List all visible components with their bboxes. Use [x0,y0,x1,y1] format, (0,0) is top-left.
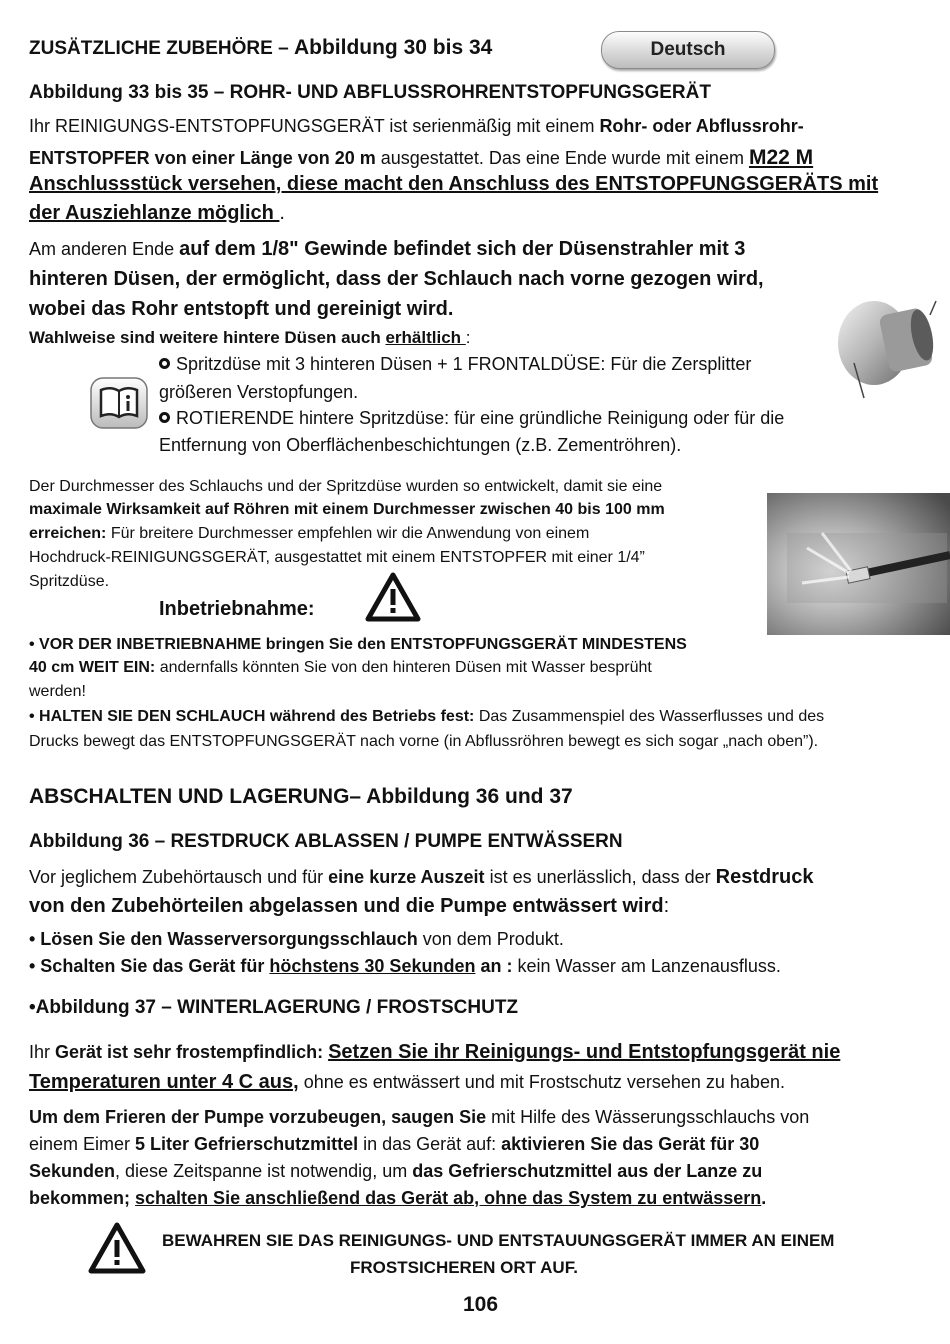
option-2-line1: ROTIERENDE hintere Spritzdüse: für eine gründliche Reinigung oder für die [176,408,785,428]
option-1-line2: größeren Verstopfungen. [159,382,359,402]
text: Ihr [29,1042,56,1062]
text-bold-underline: der Ausziehlanze möglich [29,202,280,224]
text-bold-underline: schalten Sie anschließend das Gerät ab, ohne das System zu entwässern [135,1188,762,1208]
option-1 [159,354,751,375]
text: Am anderen Ende [29,239,180,259]
shutdown-bullet1 [29,929,564,950]
frost-line3 [29,1161,762,1182]
text-bold: Um dem Frieren der Pumpe vorzubeugen, saugen Sie [29,1107,487,1127]
winter-line2 [29,1071,785,1094]
text-bold: Sekunden [29,1161,116,1181]
text-bold: erreichen: [29,525,107,542]
text-bold: Gerät ist sehr frostempfindlich: [55,1042,329,1062]
text-bold: • Lösen Sie den Wasserversorgungsschlauch [29,929,418,949]
winter-line1 [29,1041,840,1064]
final-warning-line1: BEWAHREN SIE DAS REINIGUNGS- UND ENTSTAUUNGSGERÄT IMMER AN EINEM [162,1231,835,1250]
text-bold-underline: höchstens 30 Sekunden [269,956,476,976]
text: Das Zusammenspiel des Wasserflusses und des [474,708,825,725]
diameter-line2: maximale Wirksamkeit auf Röhren mit einem Durchmesser zwischen 40 bis 100 mm [29,501,665,518]
drain-p1-line4 [29,202,285,225]
text: : [663,895,670,917]
drain-p2-line2: hinteren Düsen, der ermöglicht, dass der Schlauch nach vorne gezogen wird, [29,268,764,290]
text-bold: 5 Liter Gefrierschutzmittel [135,1134,359,1154]
drain-p2-line3: wobei das Rohr entstopft und gereinigt wird. [29,298,454,320]
text: mit Hilfe des Wässerungsschlauchs von [486,1107,810,1127]
text: in das Gerät auf: [358,1134,502,1154]
text: ohne es entwässert und mit Frostschutz versehen zu haben. [298,1072,785,1092]
text-bold-underline: M22 M [748,146,814,169]
text-bold: • HALTEN SIE DEN SCHLAUCH während des Betriebs fest: [29,708,475,725]
drain-heading-title: – ROHR- UND ABFLUSSROHRENTSTOPFUNGSGERÄT [208,82,711,103]
text-bold-underline: erhältlich [385,328,466,347]
text-bold: von den Zubehörteilen abgelassen und die Pumpe entwässert wird [29,895,664,917]
drain-heading-figures: Abbildung 33 bis 35 [29,82,209,103]
text-bold: 40 cm WEIT EIN: [29,659,156,676]
language-button[interactable]: Deutsch [601,31,775,69]
fig36-heading: Abbildung 36 – RESTDRUCK ABLASSEN / PUMPE ENTWÄSSERN [29,831,623,852]
text-bold: Restdruck [715,866,814,888]
text: : [465,328,471,347]
text-bold: eine kurze Auszeit [328,867,485,887]
page-number: 106 [463,1293,499,1316]
drain-heading [29,82,711,104]
text-bold: Rohr- oder Abflussrohr- [599,116,804,136]
text-bold: das Gefrierschutzmittel aus der Lanze zu [412,1161,763,1181]
text-bold: ENTSTOPFER von einer Länge von 20 m [29,148,376,168]
option-1-line1: Spritzdüse mit 3 hinteren Düsen + 1 FRONTALDÜSE: Für die Zersplitter [176,354,752,374]
shutdown-title: ABSCHALTEN UND LAGERUNG– Abbildung 36 und 37 [29,785,573,808]
circle-bullet-icon [159,412,170,423]
option-2 [159,408,784,429]
text-bold: auf dem 1/8" Gewinde befindet sich der Düsenstrahler mit 3 [179,238,746,260]
text-bold-underline: Temperaturen unter 4 C aus, [29,1071,299,1093]
text: von dem Produkt. [417,929,564,949]
manual-book-icon [89,376,149,430]
startup-bullet1-line1: • VOR DER INBETRIEBNAHME bringen Sie den ENTSTOPFUNGSGERÄT MINDESTENS [29,636,687,653]
warning-triangle-icon [365,572,421,622]
text: ausgestattet. Das eine Ende wurde mit einem [375,148,749,168]
text-bold: an : [475,956,513,976]
warning-triangle-icon [88,1222,146,1274]
text: einem Eimer [29,1134,136,1154]
pipe-photo [767,493,950,635]
startup-heading: Inbetriebnahme: [159,598,315,620]
text-bold: • Schalten Sie das Gerät für [29,956,270,976]
section-title [29,36,492,60]
frost-line1 [29,1107,809,1128]
text-bold: aktivieren Sie das Gerät für 30 [501,1134,760,1154]
text: Vor jeglichem Zubehörtausch und für [29,867,329,887]
drain-p1-line3: Anschlussstück versehen, diese macht den Anschluss des ENTSTOPFUNGSGERÄTS mit [29,173,879,195]
section-title-figures: Abbildung 30 bis 34 [293,36,493,59]
residual-pressure-line1 [29,866,813,889]
text: . [279,202,285,224]
frost-line4 [29,1188,766,1209]
text-bold: . [761,1188,767,1208]
text: andernfalls könnten Sie von den hinteren Düsen mit Wasser besprüht [155,659,652,676]
nozzle-image [834,293,938,403]
text: , diese Zeitspanne ist notwendig, um [115,1161,413,1181]
text-bold: Wahlweise sind weitere hintere Düsen auch [29,328,386,347]
text: kein Wasser am Lanzenausfluss. [512,956,781,976]
drain-p1-line1 [29,116,804,137]
startup-bullet2-line2: Drucks bewegt das ENTSTOPFUNGSGERÄT nach vorne (in Abflussröhren bewegt es sich sogar „nach oben”). [29,733,819,750]
drain-p2-line1 [29,238,745,261]
text-bold-underline: Setzen Sie ihr Reinigungs- und Entstopfungsgerät nie [328,1041,841,1063]
fig37-heading: •Abbildung 37 – WINTERLAGERUNG / FROSTSCHUTZ [29,997,519,1018]
text-bold: bekommen; [29,1188,136,1208]
option-2-line2: Entfernung von Oberflächenbeschichtungen (z.B. Zementröhren). [159,435,682,455]
startup-bullet2-line1 [29,708,824,726]
startup-bullet1-line2 [29,659,652,677]
text: Ihr REINIGUNGS-ENTSTOPFUNGSGERÄT ist serienmäßig mit einem [29,116,600,136]
text: ist es unerlässlich, dass der [484,867,716,887]
optional-nozzles-line [29,328,471,348]
diameter-line4: Hochdruck-REINIGUNGSGERÄT, ausgestattet mit einem ENTSTOPFER mit einer 1/4” [29,549,645,566]
residual-pressure-line2 [29,895,669,918]
diameter-line5: Spritzdüse. [29,573,110,590]
diameter-line1: Der Durchmesser des Schlauchs und der Spritzdüse wurden so entwickelt, damit sie eine [29,478,663,495]
frost-line2 [29,1134,759,1155]
section-title-prefix: ZUSÄTZLICHE ZUBEHÖRE – [29,38,294,59]
circle-bullet-icon [159,358,170,369]
drain-p1-line2 [29,146,813,170]
shutdown-bullet2 [29,956,781,977]
text: Für breitere Durchmesser empfehlen wir die Anwendung von einem [106,525,590,542]
diameter-line3 [29,525,589,543]
startup-bullet1-line3: werden! [29,683,86,700]
final-warning-line2: FROSTSICHEREN ORT AUF. [350,1258,578,1277]
